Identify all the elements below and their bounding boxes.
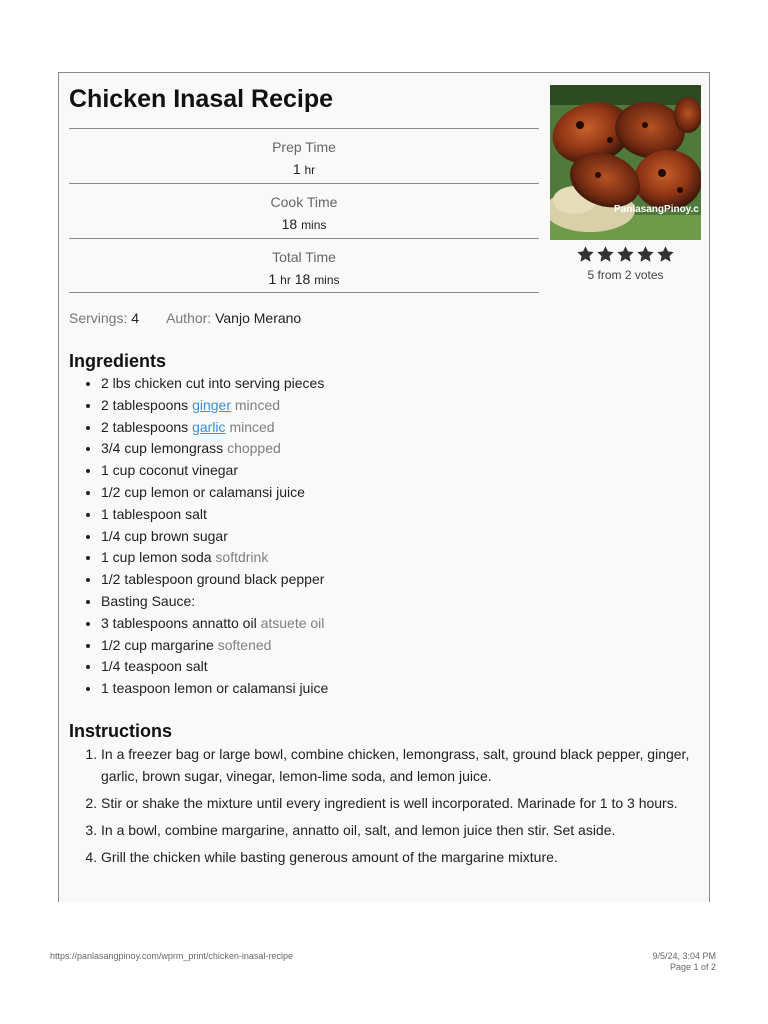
ingredient-item — [101, 591, 328, 613]
footer-url: https://panlasangpinoy.com/wprm_print/chicken-inasal-recipe — [50, 951, 293, 961]
chicken-photo-illustration — [550, 85, 701, 240]
ingredient-item — [101, 417, 328, 439]
footer-info — [652, 951, 716, 973]
instruction-step: 2. Stir or shake the mixture until every ingredient is well incorporated. Marinade for 1 to 3 hours. — [101, 792, 721, 814]
total-time-minutes-unit: mins — [314, 273, 340, 287]
author-value: Vanjo Merano — [215, 310, 302, 326]
total-time-label: Total Time — [272, 249, 336, 265]
ingredient-main: 3/4 cup lemongrass — [101, 440, 224, 457]
ingredient-main: 1 teaspoon lemon or calamansi juice — [101, 680, 329, 697]
ingredient-note: softdrink — [215, 549, 269, 566]
instruction-step: 4. Grill the chicken while basting generous amount of the margarine mixture. — [101, 846, 721, 868]
ingredient-main: 1/4 cup brown sugar — [101, 527, 228, 544]
author-label: Author: — [166, 310, 212, 326]
cook-time-label: Cook Time — [270, 194, 338, 210]
recipe-card — [58, 72, 710, 902]
ingredient-item — [101, 635, 328, 657]
total-time-value — [69, 270, 539, 289]
instructions-list — [69, 743, 721, 873]
ingredient-link[interactable]: ginger — [192, 396, 231, 413]
ingredients-list — [69, 373, 328, 700]
ingredient-main: 2 tablespoons — [101, 418, 189, 435]
ingredient-main: 2 tablespoons — [101, 396, 189, 413]
prep-time-hours: 1 — [292, 161, 301, 177]
instruction-step: 1. In a freezer bag or large bowl, combine chicken, lemongrass, salt, ground black pepper, ginger, garlic, brown sugar, vinegar, lemon-lime soda, and lemon juice. — [101, 743, 721, 787]
ingredient-note: minced — [234, 396, 281, 413]
ingredient-item — [101, 678, 328, 700]
ingredient-note: minced — [229, 418, 275, 435]
ingredient-item — [101, 569, 328, 591]
total-time-hours-unit: hr — [280, 273, 291, 287]
star-icon[interactable] — [616, 245, 635, 264]
recipe-meta — [69, 310, 301, 326]
ingredient-main: 1 tablespoon salt — [101, 505, 207, 522]
ingredient-main: 2 lbs chicken cut into serving pieces — [101, 375, 325, 391]
ingredient-item — [101, 482, 328, 504]
ingredient-main: Basting Sauce: — [101, 592, 196, 609]
prep-time — [69, 128, 539, 183]
recipe-title: Chicken Inasal Recipe — [69, 85, 334, 113]
ingredient-item — [101, 504, 328, 526]
star-icon[interactable] — [596, 245, 615, 264]
ingredient-note: softened — [217, 636, 272, 653]
photo-watermark: PanlasangPinoy.c — [614, 204, 699, 215]
cook-time-minutes: 18 — [281, 216, 298, 232]
ingredient-main: 1 cup coconut vinegar — [101, 462, 238, 479]
prep-time-value — [69, 160, 539, 179]
servings-value[interactable]: 4 — [131, 310, 140, 326]
ingredient-item — [101, 547, 328, 569]
ingredient-item — [101, 613, 328, 635]
cook-time — [69, 183, 539, 238]
ingredient-main: 3 tablespoons annatto oil — [101, 614, 257, 631]
servings-label: Servings: — [69, 310, 128, 326]
ingredient-main: 1/4 teaspoon salt — [101, 658, 208, 675]
prep-time-unit: hr — [304, 163, 316, 177]
recipe-photo — [550, 85, 701, 240]
ingredient-note: atsuete oil — [260, 614, 325, 631]
total-time-minutes: 18 — [294, 271, 311, 287]
star-rating[interactable] — [550, 245, 701, 265]
ingredient-main: 1/2 cup lemon or calamansi juice — [101, 483, 305, 500]
recipe-times — [69, 128, 539, 293]
total-time-hours: 1 — [268, 271, 277, 287]
ingredient-item — [101, 526, 328, 548]
footer-datetime: 9/5/24, 3:04 PM — [652, 951, 716, 961]
ingredient-item — [101, 656, 328, 678]
footer-page-number: Page 1 of 2 — [669, 962, 716, 972]
cook-time-unit: mins — [301, 218, 327, 232]
ingredient-item — [101, 460, 328, 482]
instruction-step: 3. In a bowl, combine margarine, annatto oil, salt, and lemon juice then stir. Set aside. — [101, 819, 721, 841]
ingredient-main: 1/2 cup margarine — [101, 636, 214, 653]
ingredient-item — [101, 395, 328, 417]
ingredient-link[interactable]: garlic — [192, 418, 226, 435]
star-icon[interactable] — [576, 245, 595, 264]
rating-votes: 5 from 2 votes — [587, 268, 664, 282]
ingredient-note: chopped — [227, 440, 281, 457]
ingredient-main: 1 cup lemon soda — [101, 549, 212, 566]
prep-time-label: Prep Time — [272, 139, 336, 155]
instructions-heading: Instructions — [69, 721, 173, 741]
recipe-rating — [550, 245, 701, 282]
ingredient-item — [101, 438, 328, 460]
ingredient-main: 1/2 tablespoon ground black pepper — [101, 571, 325, 588]
star-icon[interactable] — [656, 245, 675, 264]
ingredients-heading: Ingredients — [69, 351, 167, 371]
ingredient-item — [101, 373, 328, 395]
total-time — [69, 238, 539, 293]
star-icon[interactable] — [636, 245, 655, 264]
cook-time-value — [69, 215, 539, 234]
